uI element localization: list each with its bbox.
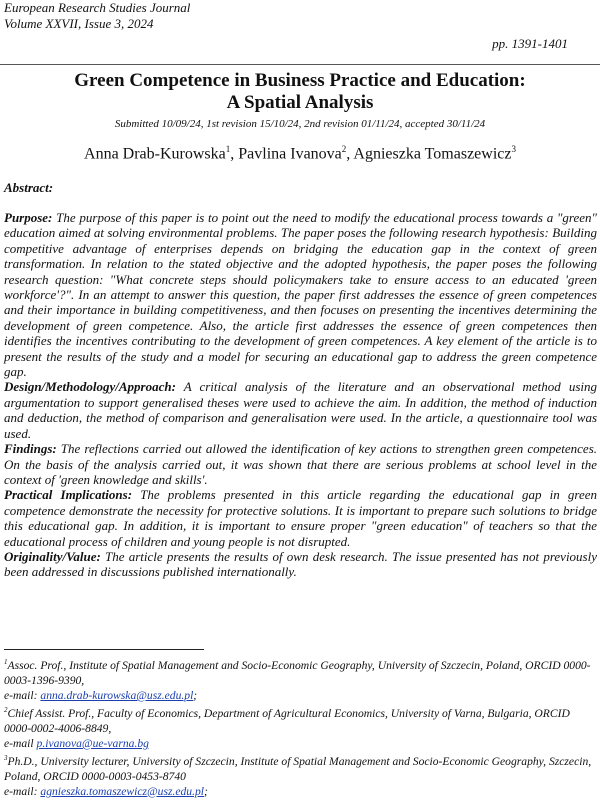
email-link[interactable]: p.ivanova@ue-varna.bg bbox=[36, 736, 149, 750]
footnote-1 bbox=[4, 655, 597, 703]
journal-volume: Volume XXVII, Issue 3, 2024 bbox=[4, 16, 154, 31]
footnote-mark: 3 bbox=[4, 753, 8, 762]
author-affiliation-mark: 1 bbox=[225, 144, 231, 154]
email-link[interactable]: agnieszka.tomaszewicz@usz.edu.pl bbox=[40, 784, 205, 798]
page-range: pp. 1391-1401 bbox=[492, 36, 568, 51]
author-affiliation-mark: 2 bbox=[341, 144, 347, 154]
footnote-text: Chief Assist. Prof., Faculty of Economics, Department of Agricultural Economics, University of Varna, Bulgaria, ORCID 0000-0002-4006-8849, bbox=[4, 706, 570, 735]
footnote-mark: 2 bbox=[4, 705, 8, 714]
abstract-heading: Abstract: bbox=[4, 180, 54, 195]
abstract-section-implications bbox=[4, 487, 597, 549]
header-divider bbox=[0, 64, 600, 65]
abstract-section-findings bbox=[4, 441, 597, 487]
title-line-2: A Spatial Analysis bbox=[226, 92, 374, 113]
section-text: The problems presented in this article regarding the educational gap in green competence demonstrate the necessity for protective solutions. It is important to prepare such solutions to bridge this educational gap. In addition, it is important to ensure proper "green education" of teachers so that the educational process of children and young people is not disrupted. bbox=[4, 487, 597, 549]
footnote-text: Ph.D., University lecturer, University of Szczecin, Institute of Spatial Management and Socio-Economic Geography, Szczecin, Poland, ORCID 0000-0003-0453-8740 bbox=[4, 754, 592, 783]
abstract-body bbox=[4, 210, 597, 580]
journal-header bbox=[4, 0, 190, 32]
abstract-section-originality bbox=[4, 549, 597, 580]
section-label: Design/Methodology/Approach: bbox=[4, 379, 176, 395]
footnote-3 bbox=[4, 751, 597, 799]
footnote-mark: 1 bbox=[4, 658, 8, 666]
author-list: Anna Drab-Kurowska$^1$, Pavlina Ivanova$^2$, Agnieszka Tomaszewicz$^3$ bbox=[84, 144, 516, 163]
section-label: Practical Implications: bbox=[4, 487, 133, 503]
author-name: Pavlina Ivanova bbox=[238, 145, 342, 163]
footnote-divider bbox=[4, 649, 204, 650]
email-prefix: e-mail: bbox=[4, 688, 41, 702]
email-suffix: ; bbox=[193, 688, 198, 702]
email-prefix: e-mail bbox=[4, 736, 37, 750]
section-text: The reflections carried out allowed the identification of key actions to strengthen green competences. On the basis of the analysis carried out, it was shown that there are serious problems at school level in the context of 'green knowledge and skills'. bbox=[4, 441, 597, 487]
section-label: Purpose: bbox=[4, 210, 53, 225]
abstract-section-purpose bbox=[4, 210, 597, 379]
paper-title bbox=[0, 70, 600, 114]
title-line-1: Green Competence in Business Practice and Education: bbox=[74, 70, 526, 91]
section-text: A critical analysis of the literature and an observational method using argumentation to support generalised theses were used to achieve the aim. In addition, the method of induction and deduction, the method of comparison and generalisation were used. In the article, a questionnaire tool was used. bbox=[4, 379, 597, 441]
submission-dates: Submitted 10/09/24, 1st revision 15/10/24, 2nd revision 01/11/24, accepted 30/11/24 bbox=[114, 118, 486, 130]
footnote-text: Assoc. Prof., Institute of Spatial Management and Socio-Economic Geography, University of Szczecin, Poland, ORCID 0000-0003-1396-9390, bbox=[4, 658, 591, 687]
footnote-2 bbox=[4, 703, 597, 751]
email-prefix: e-mail: bbox=[4, 784, 41, 798]
author-name: Agnieszka Tomaszewicz bbox=[353, 145, 512, 163]
email-suffix: ; bbox=[204, 784, 208, 798]
footnotes bbox=[4, 655, 597, 799]
email-link[interactable]: anna.drab-kurowska@usz.edu.pl bbox=[40, 688, 194, 702]
section-label: Findings: bbox=[4, 441, 57, 457]
author-affiliation-mark: 3 bbox=[511, 144, 516, 154]
section-text: The purpose of this paper is to point out the need to modify the educational process towards a "green" education aimed at solving environmental problems. The paper poses the following research hypothesis: Building competitive advantage of enterprises depends on bridging the education gap in the context of green transformation. In relation to the stated objective and the adopted hypothesis, the paper poses the following research question: "What concrete steps should policymakers take to ensure access to an educated 'green workforce'?". In an attempt to answer this question, the paper first addresses the essence of green competences and their importance in building competitiveness, and then focuses on presenting the incentives determining the development of green competence. Also, the article first addresses the essence of green competences then identifies the incentives contributing to the development of green competences. A key element of the article is to present the results of the study and a model for securing an educational gap to address the green competence gap. bbox=[4, 210, 597, 380]
section-label: Originality/Value: bbox=[4, 548, 101, 564]
section-text: The article presents the results of own desk research. The issue presented has not previously been addressed in discussions published internationally. bbox=[4, 548, 597, 580]
journal-name: European Research Studies Journal bbox=[4, 0, 191, 15]
author-name: Anna Drab-Kurowska bbox=[84, 145, 226, 163]
abstract-section-methodology bbox=[4, 379, 597, 441]
